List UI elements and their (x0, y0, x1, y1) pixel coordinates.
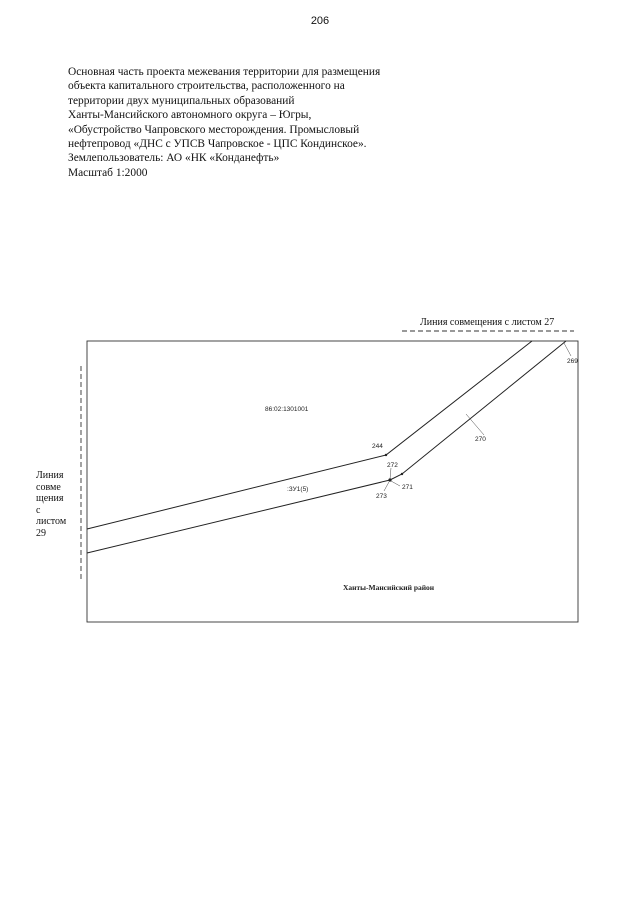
match-line-top-label: Линия совмещения с листом 27 (420, 317, 555, 328)
point-marker-271 (401, 473, 403, 475)
leader-line-269 (564, 343, 571, 356)
point-marker-244 (385, 454, 387, 456)
match-line-left-word: 29 (36, 527, 46, 539)
point-marker-273 (388, 478, 391, 481)
leader-line-270 (466, 414, 484, 435)
header-line: Масштаб 1:2000 (68, 166, 148, 179)
match-line-left-word: с (36, 504, 41, 516)
header-line: объекта капитального строительства, расположенного на (68, 80, 345, 93)
parcel-boundary-upper (87, 341, 532, 529)
point-label-272: 272 (387, 462, 398, 469)
point-label-273: 273 (376, 493, 387, 500)
header-line: «Обустройство Чапровского месторождения. Промысловый (68, 123, 360, 136)
parcel-boundary-lower (87, 341, 566, 553)
cadastral-block-label: 86:02:1301001 (265, 406, 309, 413)
point-label-269: 269 (567, 358, 578, 365)
header-line: Землепользователь: АО «НК «Конданефть» (68, 152, 280, 165)
match-line-left-label (36, 470, 80, 539)
header-line: нефтепровод «ДНС с УПСВ Чапровское - ЦПС Кондинское». (68, 138, 367, 151)
match-line-left-word: листом (36, 516, 67, 527)
header-line: Ханты-Мансийского автономного округа – Югры, (68, 109, 312, 122)
point-label-244: 244 (372, 443, 383, 450)
parcel-label: :ЗУ1(5) (287, 486, 309, 493)
match-line-left-word: щения (36, 493, 64, 504)
match-line-left-word: совме (36, 481, 61, 493)
page-number: 206 (310, 15, 330, 27)
header-line: Основная часть проекта межевания территории для размещения (68, 66, 381, 78)
leader-line-271 (391, 481, 400, 486)
leader-line-272 (390, 468, 391, 479)
header-line: территории двух муниципальных образований (68, 94, 295, 107)
point-label-270: 270 (475, 436, 486, 443)
map-frame (87, 341, 578, 622)
point-label-271: 271 (402, 484, 413, 491)
district-label: Ханты-Мансийский район (343, 583, 435, 592)
match-line-left-word: Линия (36, 470, 64, 481)
